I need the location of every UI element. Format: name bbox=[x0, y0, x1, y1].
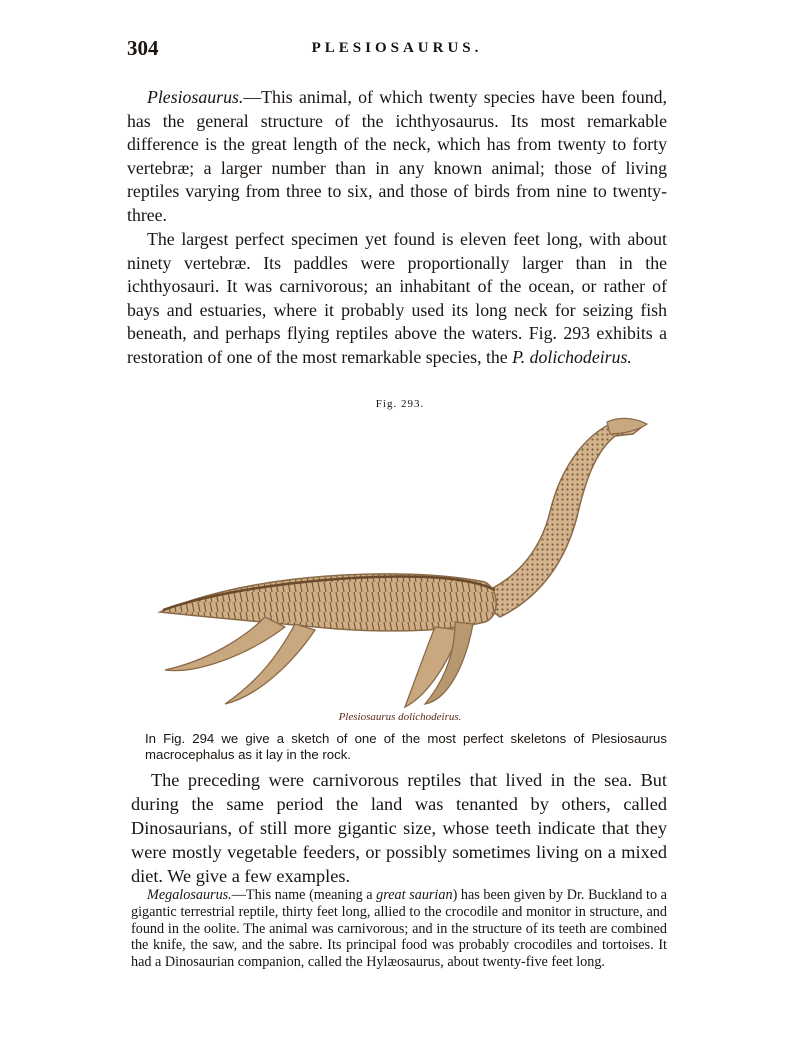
page-header bbox=[127, 36, 667, 64]
figure-caption: Plesiosaurus dolichodeirus. bbox=[338, 711, 462, 723]
figure-label: Fig. 293. bbox=[375, 398, 425, 410]
paragraph-lead-plesiosaurus: Plesiosaurus. bbox=[147, 87, 244, 107]
paragraph-lead-megalosaurus: Megalosaurus. bbox=[147, 887, 232, 903]
species-name: P. dolichodeirus. bbox=[512, 346, 632, 367]
paragraph-body: ) has been given by Dr. Buckland to a gigantic terrestrial reptile, thirty feet long, allied to the crocodile and monitor in structure, and found in the oolite. The animal was carnivorous; and in the structure of its teeth are combined the knife, the saw, and the sabre. Its principal food was probably crocodiles and tortoises. It had a Dinosaurian companion, called the Hylæosaurus, about twenty-five feet long. bbox=[131, 887, 667, 971]
emphasis-great-saurian: great saurian bbox=[376, 887, 453, 903]
paragraph-largest-specimen bbox=[127, 228, 667, 369]
paragraph-dinosaurians: The preceding were carnivorous reptiles that lived in the sea. But during the same period the land was tenanted by others, called Dinosaurians, of still more gigantic size, whose teeth indicate that they were mostly vegetable feeders, or possibly sometimes living on a mixed diet. We give a few examples. bbox=[131, 770, 667, 886]
paragraph-body: The largest perfect specimen yet found is eleven feet long, with about ninety vertebræ. Its paddles were proportionally larger than in the ichthyosauri. It was carnivorous; an inhabitant of the ocean, or rather of bays and estuaries, where it probably used its long neck for seizing fish beneath, and perhaps flying reptiles above the waters. Fig. 293 exhibits a restoration of one of the most remarkable species, the bbox=[127, 229, 667, 367]
figure-294-note: In Fig. 294 we give a sketch of one of the most perfect skeletons of Plesiosaurus macrocephalus as it lay in the rock. bbox=[145, 731, 667, 762]
paragraph-body: —This animal, of which twenty species have been found, has the general structure of the ichthyosaurus. Its most remarkable difference is the great length of the neck, which has from twenty to forty vertebræ; a larger number than in any known animal; those of living reptiles varying from three to six, and those of birds from nine to twenty-three. bbox=[127, 87, 667, 225]
plesiosaurus-skeleton-illustration bbox=[155, 412, 655, 712]
paragraph-body: —This name (meaning a bbox=[231, 887, 377, 903]
paragraph-megalosaurus bbox=[131, 887, 667, 971]
running-title: PLESIOSAURUS. bbox=[311, 40, 483, 56]
paragraph-plesiosaurus bbox=[127, 86, 667, 227]
page-number: 304 bbox=[127, 36, 159, 60]
